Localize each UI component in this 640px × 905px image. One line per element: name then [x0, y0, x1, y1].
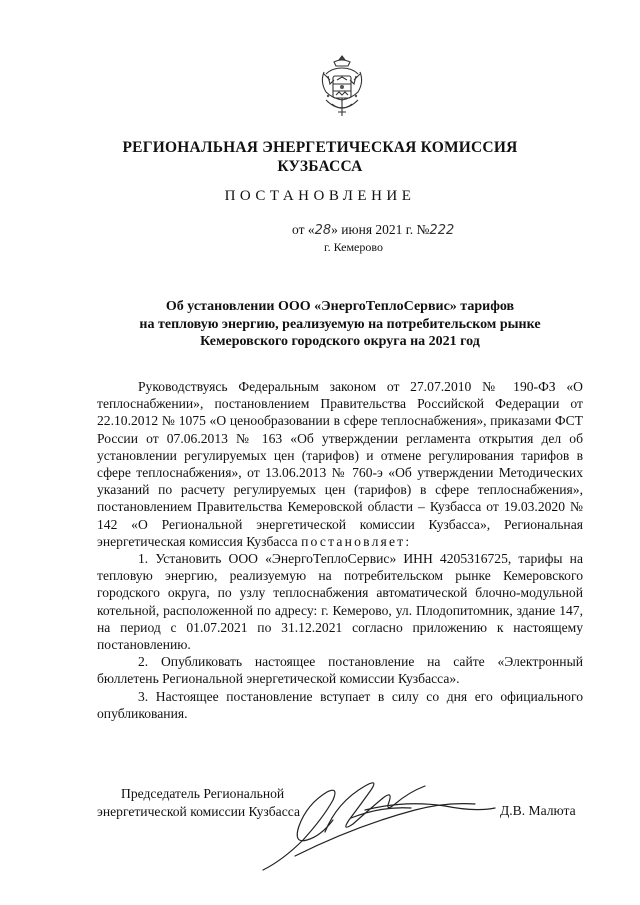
city-name: г. Кемерово	[324, 240, 383, 254]
item-3-paragraph: 3. Настоящее постановление вступает в силу со дня его официального опубликования.	[97, 688, 583, 721]
document-title	[80, 298, 600, 351]
org-line-2: КУЗБАССА	[277, 158, 363, 175]
document-body	[97, 378, 583, 722]
document-type: ПОСТАНОВЛЕНИЕ	[224, 188, 416, 204]
title-line-3: Кемеровского городского округа на 2021 год	[200, 334, 480, 349]
title-line-1: Об установлении ООО «ЭнергоТеплоСервис» тарифов	[165, 299, 515, 314]
date-prefix: от «	[292, 222, 315, 237]
date-day: 28	[314, 223, 332, 238]
position-line-2: энергетической комиссии Кузбасса	[97, 804, 300, 819]
item-1-paragraph: 1. Установить ООО «ЭнергоТеплоСервис» ИНН 4205316725, тарифы на тепловую энергию, реализуемую на потребительском рынке Кемеровского городского округа, по узлу теплоснабжения автоматической блочно-модульной котельной, расположенной по адресу: г. Кемерово, ул. Плодопитомник, здание 147, на период с 01.07.2021 по 31.12.2021 согласно приложению к настоящему постановлению.	[97, 551, 583, 653]
org-line-1: РЕГИОНАЛЬНАЯ ЭНЕРГЕТИЧЕСКАЯ КОМИССИЯ	[122, 139, 518, 156]
document-number: 222	[429, 223, 455, 238]
coat-of-arms-emblem	[318, 54, 366, 120]
date-middle: » июня 2021 г. №	[331, 222, 430, 237]
position-line-1: Председатель Региональной	[121, 786, 285, 801]
organization-name	[0, 138, 640, 176]
title-line-2: на тепловую энергию, реализуемую на потребительском рынке	[139, 316, 541, 332]
preamble-text: Руководствуясь Федеральным законом от 27.07.2010 № 190-ФЗ «О теплоснабжении», постановлением Правительства Российской Федерации от 22.10.2012 № 1075 «О ценообразовании в сфере теплоснабжения», приказами ФСТ России от 07.06.2013 № 163 «Об утверждении регламента открытия дел об установлении регулируемых цен (тарифов) и отмене регулирования тарифов в сфере теплоснабжения», от 13.06.2013 № 760-э «Об утверждении Методических указаний по расчету регулируемых цен (тарифов) в сфере теплоснабжения», постановлением Правительства Кемеровской области – Кузбасса от 19.03.2020 № 142 «О Региональной энергетической комиссии Кузбасса», Региональная энергетическая комиссия Кузбасса	[97, 379, 583, 549]
handwritten-signature	[255, 770, 505, 880]
document-date-line	[292, 222, 454, 238]
item-2-paragraph: 2. Опубликовать настоящее постановление на сайте «Электронный бюллетень Региональной энергетической комиссии Кузбасса».	[97, 654, 583, 687]
resolves-word: постановляет:	[301, 533, 412, 549]
preamble-paragraph	[97, 378, 583, 550]
signatory-name: Д.В. Малюта	[500, 803, 576, 818]
